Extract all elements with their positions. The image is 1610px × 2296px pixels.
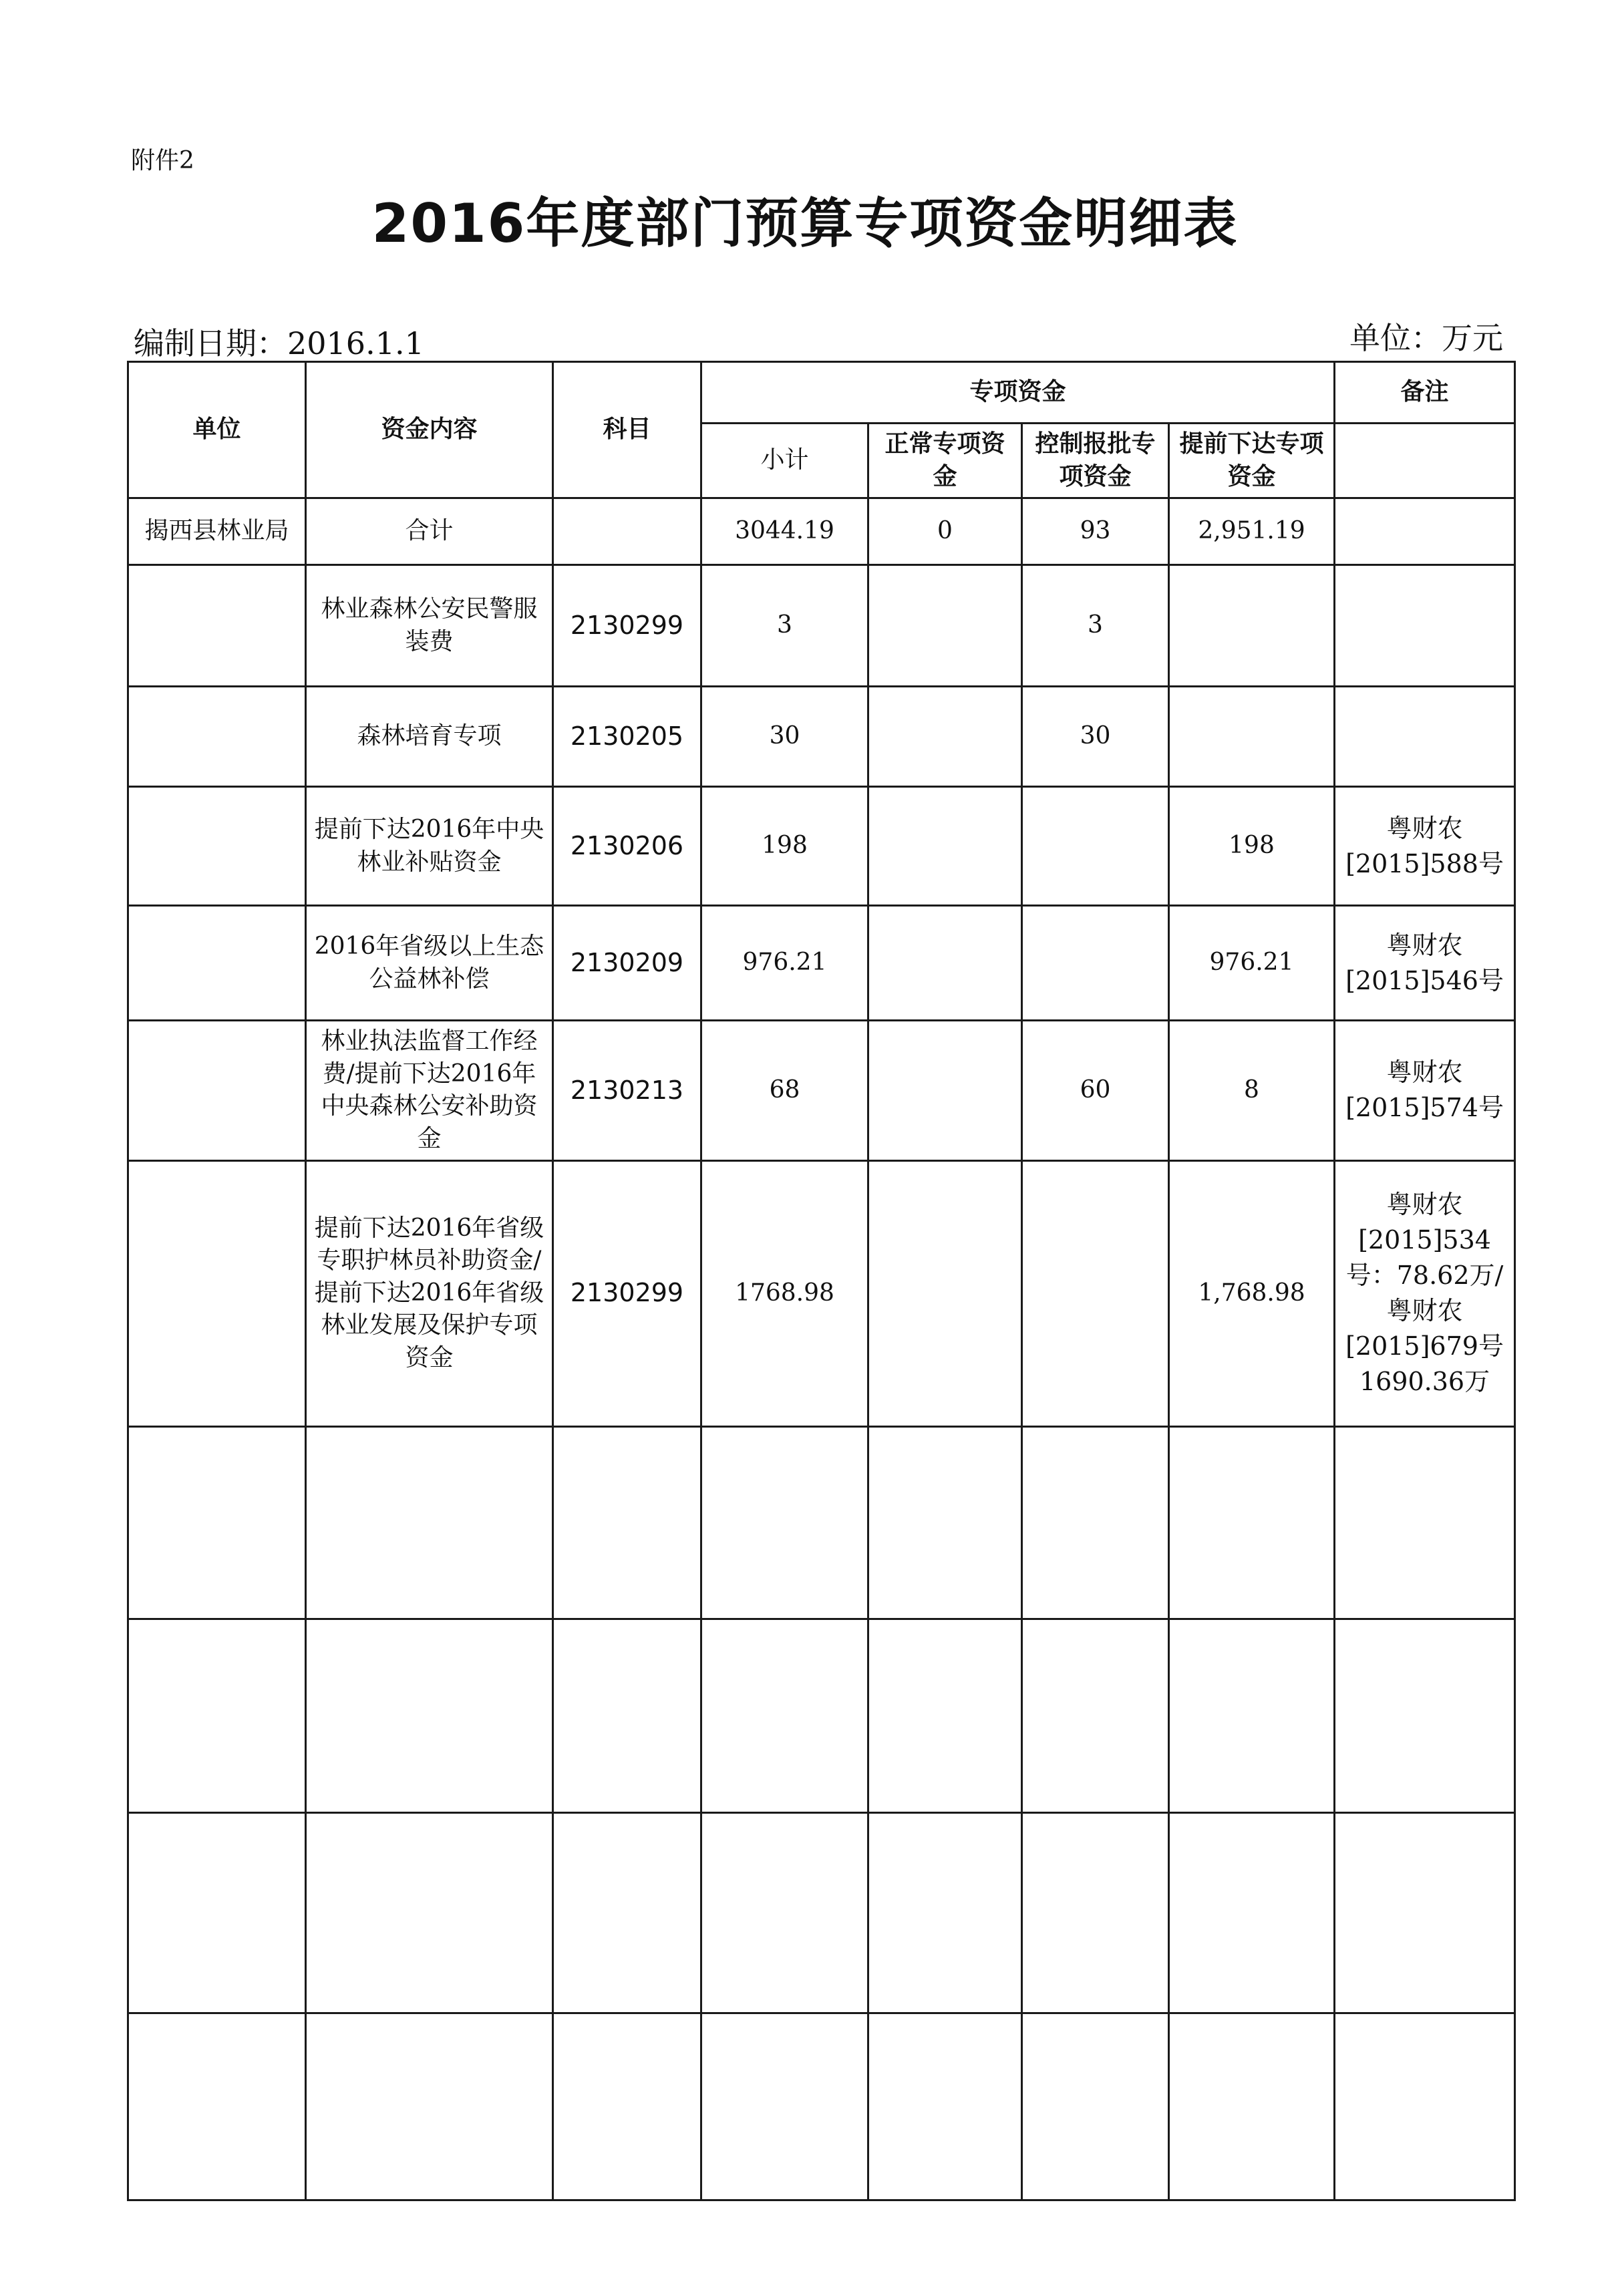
header-content: 资金内容	[306, 362, 553, 498]
row-advance: 1,768.98	[1169, 1160, 1335, 1426]
row-remark	[1335, 565, 1515, 687]
row-content: 2016年省级以上生态公益林补偿	[306, 906, 553, 1021]
row-subtotal: 1768.98	[701, 1160, 868, 1426]
row-advance: 8	[1169, 1021, 1335, 1160]
row-remark: 粤财农[2015]588号	[1335, 787, 1515, 906]
row-normal	[868, 687, 1022, 787]
row-subject: 2130299	[553, 1160, 701, 1426]
table-row	[128, 1021, 1515, 1160]
row-control	[1022, 1160, 1169, 1426]
row-remark	[1335, 687, 1515, 787]
row-subject: 2130299	[553, 565, 701, 687]
row-remark: 粤财农[2015]574号	[1335, 1021, 1515, 1160]
row-unit	[128, 1160, 306, 1426]
row-subtotal: 976.21	[701, 906, 868, 1021]
empty-row	[128, 2013, 1515, 2200]
total-subtotal: 3044.19	[701, 498, 868, 565]
row-content: 森林培育专项	[306, 687, 553, 787]
header-subtotal: 小计	[701, 424, 868, 498]
total-advance: 2,951.19	[1169, 498, 1335, 565]
row-content: 提前下达2016年中央林业补贴资金	[306, 787, 553, 906]
row-control: 30	[1022, 687, 1169, 787]
header-remarks: 备注	[1335, 362, 1515, 424]
header-remarks-blank	[1335, 424, 1515, 498]
total-unit: 揭西县林业局	[128, 498, 306, 565]
row-control	[1022, 906, 1169, 1021]
document-title: 2016年度部门预算专项资金明细表	[371, 192, 1239, 255]
row-remark: 粤财农[2015]534号：78.62万/粤财农[2015]679号1690.36万	[1335, 1160, 1515, 1426]
row-control: 60	[1022, 1021, 1169, 1160]
row-advance: 976.21	[1169, 906, 1335, 1021]
total-remark	[1335, 498, 1515, 565]
row-normal	[868, 1160, 1022, 1426]
row-unit	[128, 787, 306, 906]
empty-row	[128, 1812, 1515, 2013]
table-row	[128, 906, 1515, 1021]
total-row	[128, 498, 1515, 565]
table-row	[128, 687, 1515, 787]
row-normal	[868, 906, 1022, 1021]
row-control	[1022, 787, 1169, 906]
row-subtotal: 68	[701, 1021, 868, 1160]
compile-date: 编制日期：2016.1.1	[134, 325, 424, 361]
row-subtotal: 198	[701, 787, 868, 906]
table-row	[128, 787, 1515, 906]
row-subject: 2130205	[553, 687, 701, 787]
row-unit	[128, 565, 306, 687]
row-unit	[128, 687, 306, 787]
row-content: 林业森林公安民警服装费	[306, 565, 553, 687]
row-content: 提前下达2016年省级专职护林员补助资金/提前下达2016年省级林业发展及保护专项资金	[306, 1160, 553, 1426]
total-control: 93	[1022, 498, 1169, 565]
row-normal	[868, 565, 1022, 687]
row-subject: 2130209	[553, 906, 701, 1021]
header-advance: 提前下达专项资金	[1169, 424, 1335, 498]
row-subtotal: 3	[701, 565, 868, 687]
budget-table	[127, 361, 1516, 2201]
row-unit	[128, 906, 306, 1021]
total-normal: 0	[868, 498, 1022, 565]
empty-row	[128, 1619, 1515, 1812]
header-subject: 科目	[553, 362, 701, 498]
row-advance	[1169, 565, 1335, 687]
table-row	[128, 1160, 1515, 1426]
row-unit	[128, 1021, 306, 1160]
row-remark: 粤财农[2015]546号	[1335, 906, 1515, 1021]
row-subject: 2130213	[553, 1021, 701, 1160]
row-subject: 2130206	[553, 787, 701, 906]
unit-label: 单位：万元	[1349, 320, 1503, 356]
row-normal	[868, 1021, 1022, 1160]
total-content: 合计	[306, 498, 553, 565]
row-control: 3	[1022, 565, 1169, 687]
header-unit: 单位	[128, 362, 306, 498]
table-row	[128, 565, 1515, 687]
attachment-label: 附件2	[131, 147, 194, 174]
total-subject	[553, 498, 701, 565]
row-advance	[1169, 687, 1335, 787]
header-control: 控制报批专项资金	[1022, 424, 1169, 498]
empty-row	[128, 1426, 1515, 1619]
header-special-funds: 专项资金	[701, 362, 1335, 424]
row-normal	[868, 787, 1022, 906]
row-subtotal: 30	[701, 687, 868, 787]
row-content: 林业执法监督工作经费/提前下达2016年中央森林公安补助资金	[306, 1021, 553, 1160]
header-normal: 正常专项资金	[868, 424, 1022, 498]
row-advance: 198	[1169, 787, 1335, 906]
